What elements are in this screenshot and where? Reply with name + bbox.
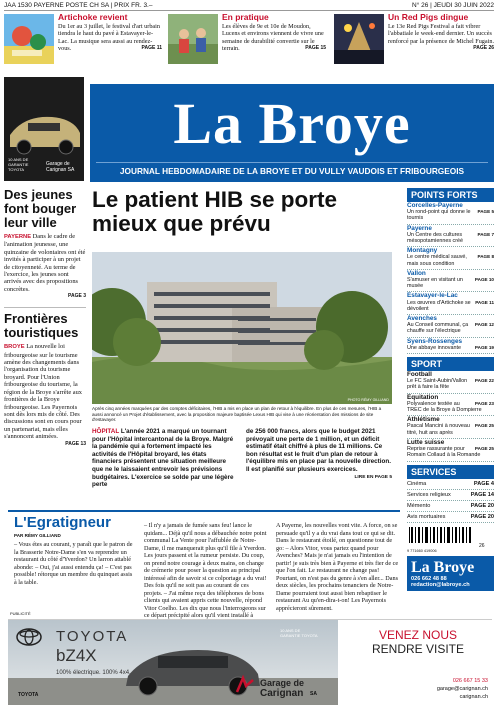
- toyota-side-ad[interactable]: [4, 77, 84, 181]
- item-place: Payerne: [407, 224, 432, 232]
- barcode-issue: 26: [479, 542, 485, 549]
- story-tag: PAYERNE: [4, 234, 32, 240]
- contact-box: [407, 556, 494, 591]
- item-page: PAGE 12: [474, 322, 494, 328]
- teaser-page: PAGE 26: [473, 44, 494, 51]
- list-item[interactable]: [407, 416, 494, 439]
- item-place: Equitation: [407, 393, 439, 401]
- story-title: Des jeunes font bouger leur ville: [4, 187, 77, 230]
- points-forts-header: POINTS FORTS: [407, 188, 494, 202]
- toyota-bottom-ad[interactable]: [8, 619, 492, 705]
- ad-warranty: 10 ANS DE GARANTIE TOYOTA: [280, 628, 318, 638]
- story-text: La nouvelle loi fribourgeoise sur le tourisme amène des changements dans l'organisation du tourisme broyard. Pour l'Union fribourgeoise du tourisme, la région de la Broye s'arrête aux frontières de la Broye fribourgeoise. Les Payernois sont dès lors mis de côté. Des discussions sont en cours pour un partenariat, mais elles s'annoncent animées.: [4, 343, 82, 441]
- toyota-logo-icon: [16, 628, 42, 646]
- side-ad-warranty: 10 ANS DE GARANTIE TOYOTA: [8, 157, 29, 172]
- item-place: Estavayer-le-Lac: [407, 292, 458, 300]
- editorial-col-2: – Il n'y a jamais de fumée sans feu! lance le quidam... Déjà qu'il nous a débauchée notre point communal La Vente pour l'affublée de Notre-Dame, il me manquerait plus qu'il file à Yverdon. Les jours passent et la rumeur persiste. Du coup, on prend notre courage à deux mains, on change de crémerie pour poser la question au principal intéressé afin de savoir si ce colportage a du vrai! Des fois qu'il ne soit pas au courant de ces projets. – J'ai même reçu des téléphones de bons clients qui avaient appris cette nouvelle, répond Vitor Coelho. Les dix que nous l'interrogeons sur ce départ précipité alors qu'il vient installé à: [144, 522, 267, 619]
- story-text: Dans le cadre de l'animation jeunesse, une quinzaine de volontaires ont été invités à participer à un projet de citoyenneté. Au terme de l'exercice, les jeunes sont arrivés avec des propositions concrètes.: [4, 233, 86, 293]
- editorial-col-1: – Vous étes au courant, y paraît que le patron de la Brasserie Notre-Dame s'en va reprendre un restaurant du côté d'Yverdon? Un larron attablé abonde: – Oui, j'ai aussi entendu ça! – C'est pas possible! rétorque un membre du quinquet assis à la table.: [14, 541, 133, 586]
- contact-phone[interactable]: 026 662 48 88: [411, 575, 447, 582]
- editorial-col-3: A Payerne, les nouvelles vont vite. A force, on se persuade qu'il y a du vrai dans tout ce qui se dit. Dans le restaurant étoilé, on questionne tout de go: – Alors Vitor, vous partez quand pour Avenches? Mais je n'ai jamais eu l'intention de partir! je suis très bien à Payerne et très fier de ce que l'on fait. Le restaurant ne change pas! Pourtant, on n'est pas du genre à s'en aller... Dans deux siècles, les prochains tenanciers de Notre-Dame pourraient tout aussi bien rebaptiser le restaurant Au qu'en-dira-t-on! Les Payernois apprécieront sûrement.: [276, 522, 399, 612]
- points-forts-list: [407, 202, 494, 354]
- list-item[interactable]: [407, 225, 494, 248]
- item-place: Football: [407, 371, 432, 379]
- item-place: Syens-Rossenges: [407, 337, 463, 345]
- barcode: [407, 527, 494, 549]
- item-place: Lutte suisse: [407, 438, 445, 446]
- masthead-subtitle: JOURNAL HEBDOMADAIRE DE LA BROYE ET DU VULLY VAUDOIS ET FRIBOURGEOIS: [96, 162, 488, 176]
- lead-text-right: de 256 000 francs, alors que le budget 2021 prévoyait une perte de 1 million, et un déficit estimatif était chiffré à plus de 11 millions. Ce bon résultat est le fruit d'un plan de retour à l'équilibre mis en place par la nouvelle direction. Il est planifié sur plusieurs exercices.: [246, 428, 391, 473]
- lead-page[interactable]: LIRE EN PAGE 5: [354, 474, 392, 480]
- item-page: PAGE 7: [477, 231, 494, 237]
- list-item[interactable]: [407, 292, 494, 315]
- photo-credit: PHOTO RÉMY GILLIAND: [347, 398, 389, 402]
- item-text: Le centre médical sauvé, mais sous condition: [407, 254, 467, 267]
- artichoke-thumbnail: [4, 14, 54, 64]
- barcode-number: 9 771660 419006: [407, 548, 437, 553]
- teaser-text: Du 1er au 3 juillet, le festival d'art urbain tiendra le haut du pavé à Estavayer-le-Lac. La musique sera aussi au rendez-vous.: [58, 23, 160, 52]
- item-text: Les œuvres d'Artichoke se dévoilent: [407, 299, 471, 312]
- list-item[interactable]: [407, 338, 494, 354]
- ad-dealer-name: Carignan: [260, 688, 304, 699]
- teaser-red-pigs[interactable]: [334, 14, 494, 68]
- service-label: Mémento: [407, 502, 431, 509]
- service-row[interactable]: [407, 490, 494, 501]
- item-text: Reprise rassurante pour Romain Collaud à la Romande: [407, 446, 481, 459]
- editorial-title[interactable]: L'Egratigneur: [14, 514, 111, 531]
- carignan-logo-icon: [234, 674, 256, 696]
- barcode-icon: [407, 527, 477, 549]
- teaser-title: Un Red Pigs dingue: [388, 12, 469, 22]
- item-place: Montagny: [407, 247, 438, 255]
- teaser-text: Les élèves de 9e et 10e de Moudon, Lucens et environs viennent de vivre une semaine de durabilité convertie sur le terrain.: [222, 23, 324, 52]
- teaser-page: PAGE 11: [141, 44, 162, 51]
- teaser-page: PAGE 15: [305, 44, 326, 51]
- item-text: Pascal Mancini à nouveau titré, huit ans après: [407, 423, 470, 436]
- list-item[interactable]: [407, 270, 494, 293]
- service-label: Services religieux: [407, 491, 451, 498]
- ad-dealer-suffix: SA: [310, 691, 317, 697]
- item-text: Une abbaye innovante: [407, 344, 461, 351]
- service-row[interactable]: [407, 479, 494, 490]
- item-page: PAGE 5: [477, 209, 494, 215]
- item-place: Vallon: [407, 269, 426, 277]
- list-item[interactable]: [407, 439, 494, 462]
- item-page: PAGE 25: [474, 446, 494, 452]
- list-item[interactable]: [407, 247, 494, 270]
- right-column: [407, 188, 494, 591]
- sport-header: SPORT: [407, 357, 494, 371]
- item-page: PAGE 11: [475, 299, 494, 305]
- ad-phone[interactable]: 026 667 15 33: [452, 678, 488, 684]
- newspaper-logo: La Broye: [173, 91, 411, 156]
- services-list: [407, 479, 494, 523]
- lead-tag: HÔPITAL: [92, 428, 120, 435]
- ad-dealer: Garage de: [260, 678, 305, 688]
- concert-thumbnail: [334, 14, 384, 64]
- item-page: PAGE 10: [474, 277, 494, 283]
- left-column: [4, 188, 86, 447]
- services-header: SERVICES: [407, 465, 494, 479]
- service-label: Cinéma: [407, 480, 427, 487]
- ad-cta-1: VENEZ NOUS: [378, 628, 457, 642]
- list-item[interactable]: [407, 315, 494, 338]
- item-text: Un Centre des cultures mésopotamiennes créé: [407, 231, 464, 245]
- top-line: [4, 2, 494, 11]
- ad-model: bZ4X: [56, 646, 97, 665]
- publicite-label: PUBLICITÉ: [10, 611, 31, 616]
- price-line: JAA 1530 PAYERNE POSTE CH SA | PRIX FR. 3.–: [4, 2, 153, 9]
- story-frontieres[interactable]: [4, 307, 86, 446]
- ad-email[interactable]: garage@carignan.ch: [436, 686, 488, 692]
- item-page: PAGE 23: [474, 400, 494, 406]
- item-place: Avenches: [407, 315, 437, 323]
- sport-list: [407, 371, 494, 461]
- ad-footer-brand: TOYOTA: [18, 692, 39, 698]
- lead-left: [92, 428, 238, 489]
- contact-email[interactable]: redaction@labroye.ch: [411, 581, 470, 588]
- editorial-rule: [8, 510, 400, 512]
- story-jeunes[interactable]: [4, 188, 86, 299]
- item-page: PAGE 25: [474, 423, 494, 429]
- story-page: PAGE 13: [65, 440, 86, 447]
- editorial-author: PAR RÉMY GILLIAND: [14, 533, 61, 538]
- item-place: Athlétisme: [407, 416, 440, 424]
- story-page: PAGE 3: [68, 293, 86, 300]
- item-text: Un rond-point qui donne le tournis: [407, 209, 471, 222]
- item-page: PAGE 8: [477, 254, 494, 260]
- ad-brand: TOYOTA: [56, 628, 129, 645]
- item-text: Au Conseil communal, ça chauffe sur l'électrique: [407, 322, 469, 335]
- item-place: Corcelles-Payerne: [407, 202, 463, 209]
- service-row[interactable]: [407, 501, 494, 512]
- lead-text-left: L'année 2021 a marqué un tournant pour l'Hôpital intercantonal de la Broye. Malgré la pandémie qui a fortement impacté les activités de l'Hôpital broyard, les états financiers présentent une situation meilleure que ne le laissaient entrevoir les prévisions budgétaires. L'exercice se solde par une légère perte: [92, 428, 234, 489]
- hospital-photo: [92, 252, 392, 404]
- service-page: PAGE 14: [470, 491, 494, 498]
- photo-caption: Après cinq années marquées par des comptes déficitaires, l'HIB a mis en place un plan de retour à l'équilibre. En plus de ces mesures, l'HIB a aussi annoncé un Projet d'établissement, avec la proposition majeure baptisée Lexus HIB qui vise à une réorientation des missions de site d'estavayer.: [92, 406, 382, 422]
- service-page: PAGE 20: [470, 513, 494, 520]
- item-text: S'amuser en visitant un musée: [407, 277, 463, 290]
- list-item[interactable]: [407, 202, 494, 225]
- masthead: [90, 84, 494, 182]
- story-title: Frontières touristiques: [4, 311, 79, 341]
- ad-cta-2: RENDRE VISITE: [371, 642, 464, 656]
- main-headline[interactable]: Le patient HIB se porte mieux que prévu: [92, 187, 338, 236]
- teaser-title: En pratique: [222, 12, 269, 22]
- ad-web[interactable]: carignan.ch: [459, 694, 488, 700]
- teaser-artichoke[interactable]: [4, 14, 162, 68]
- service-page: PAGE 20: [470, 502, 494, 509]
- service-page: PAGE 4: [473, 480, 494, 487]
- list-item[interactable]: [407, 371, 494, 394]
- teaser-title: Artichoke revient: [58, 12, 128, 22]
- lead-right: [246, 428, 392, 481]
- item-page: PAGE 19: [474, 344, 494, 350]
- students-thumbnail: [168, 14, 218, 64]
- teaser-en-pratique[interactable]: [168, 14, 326, 68]
- list-item[interactable]: [407, 394, 494, 417]
- item-text: Polyvalence testée au TREC de la Broye à Dompierre: [407, 400, 482, 414]
- teaser-text: Le 13e Red Pigs Festival a fait vibrer l'abbatiale le week-end dernier. Un succès renforcé par la présence de Michel Fugain.: [388, 23, 494, 45]
- side-ad-dealer: Garage de Carignan SA: [46, 161, 75, 173]
- service-row[interactable]: [407, 512, 494, 523]
- hospital-building-image: [92, 252, 392, 404]
- item-text: Le FC Saint-Aubin/Vallon prêt à faire la fête: [407, 378, 468, 391]
- contact-logo: La Broye: [411, 558, 475, 576]
- item-page: PAGE 22: [474, 378, 494, 384]
- service-label: Avis mortuaires: [407, 513, 446, 520]
- story-tag: BROYE: [4, 344, 25, 351]
- ad-tagline: 100% électrique. 100% 4x4.: [56, 670, 131, 676]
- issue-line: N° 26 | JEUDI 30 JUIN 2022: [412, 2, 494, 9]
